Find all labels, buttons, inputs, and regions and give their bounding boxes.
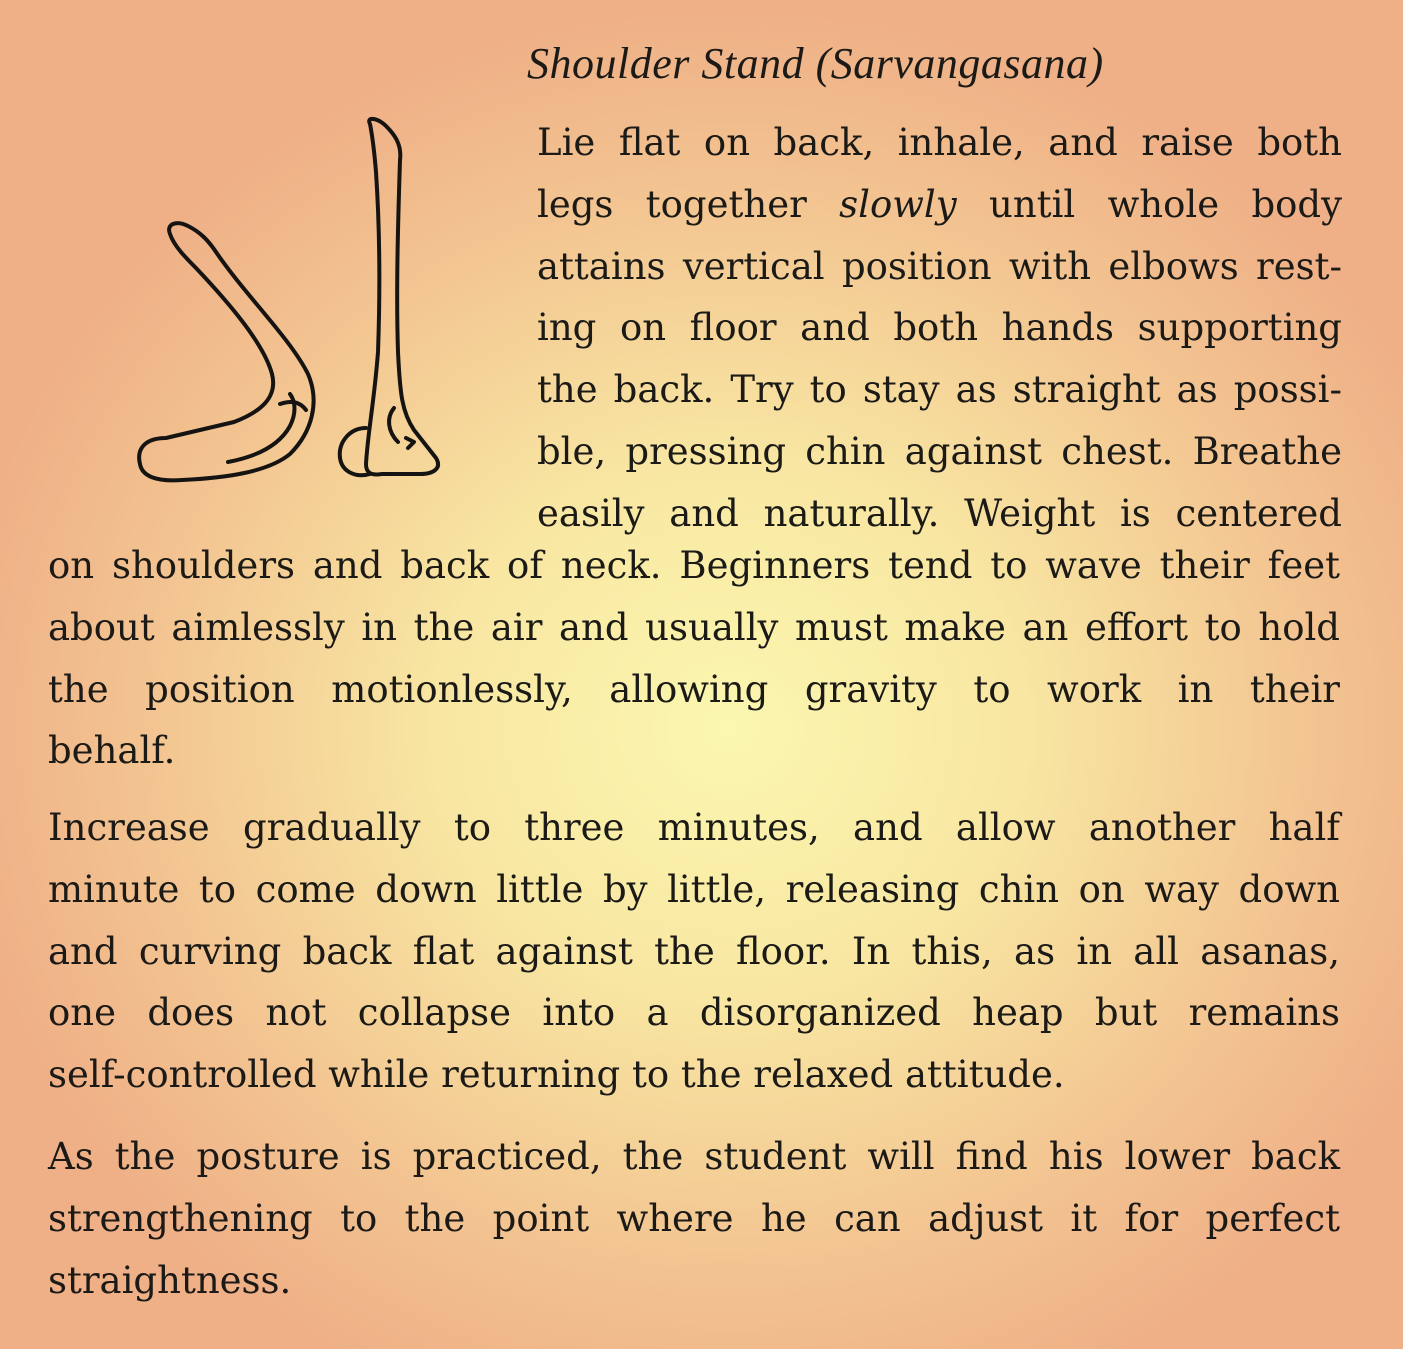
emphasized-word: slowly bbox=[839, 182, 957, 226]
shoulder-stand-lowering-figure-icon bbox=[139, 223, 313, 480]
text-line: self-controlled while returning to the relaxed attitude. bbox=[48, 1053, 1065, 1097]
text-line: Lie flat on back, inhale, and raise both bbox=[537, 121, 1342, 164]
text-line: attains vertical position with elbows rest- bbox=[537, 244, 1342, 288]
text-line: Increase gradually to three minutes, and allow another half bbox=[48, 806, 1340, 849]
paragraph-3 bbox=[48, 1126, 1340, 1311]
text-line: minute to come down little by little, releasing chin on way down bbox=[48, 867, 1340, 911]
text-line: As the posture is practiced, the student will find his lower back bbox=[48, 1135, 1340, 1178]
text-line bbox=[537, 174, 1342, 236]
text-line: and curving back flat against the floor. In this, as in all asanas, bbox=[48, 929, 1340, 973]
paragraph-1-continuation bbox=[48, 535, 1340, 782]
paragraph-2 bbox=[48, 797, 1340, 1106]
text-line: on shoulders and back of neck. Beginners tend to wave their feet bbox=[48, 544, 1340, 587]
text-line: ing on floor and both hands supporting bbox=[537, 306, 1342, 350]
intro-text-block bbox=[537, 112, 1342, 545]
text-fragment: legs together bbox=[537, 182, 807, 226]
shoulder-stand-upright-figure-icon bbox=[340, 119, 438, 475]
text-line: ble, pressing chin against chest. Breathe bbox=[537, 429, 1342, 473]
text-line: about aimlessly in the air and usually must make an effort to hold bbox=[48, 605, 1340, 649]
page-title: Shoulder Stand (Sarvangasana) bbox=[527, 39, 1104, 88]
text-line: straightness. bbox=[48, 1258, 292, 1302]
text-line: strengthening to the point where he can adjust it for perfect bbox=[48, 1196, 1340, 1240]
text-line: the position motionlessly, allowing gravity to work in their bbox=[48, 667, 1340, 711]
text-fragment: until whole body bbox=[989, 182, 1343, 226]
text-line: easily and naturally. Weight is centered bbox=[537, 491, 1342, 535]
text-line: the back. Try to stay as straight as possi- bbox=[537, 368, 1342, 412]
text-line: behalf. bbox=[48, 729, 176, 773]
pose-illustration bbox=[130, 112, 470, 497]
text-line: one does not collapse into a disorganized heap but remains bbox=[48, 991, 1340, 1035]
